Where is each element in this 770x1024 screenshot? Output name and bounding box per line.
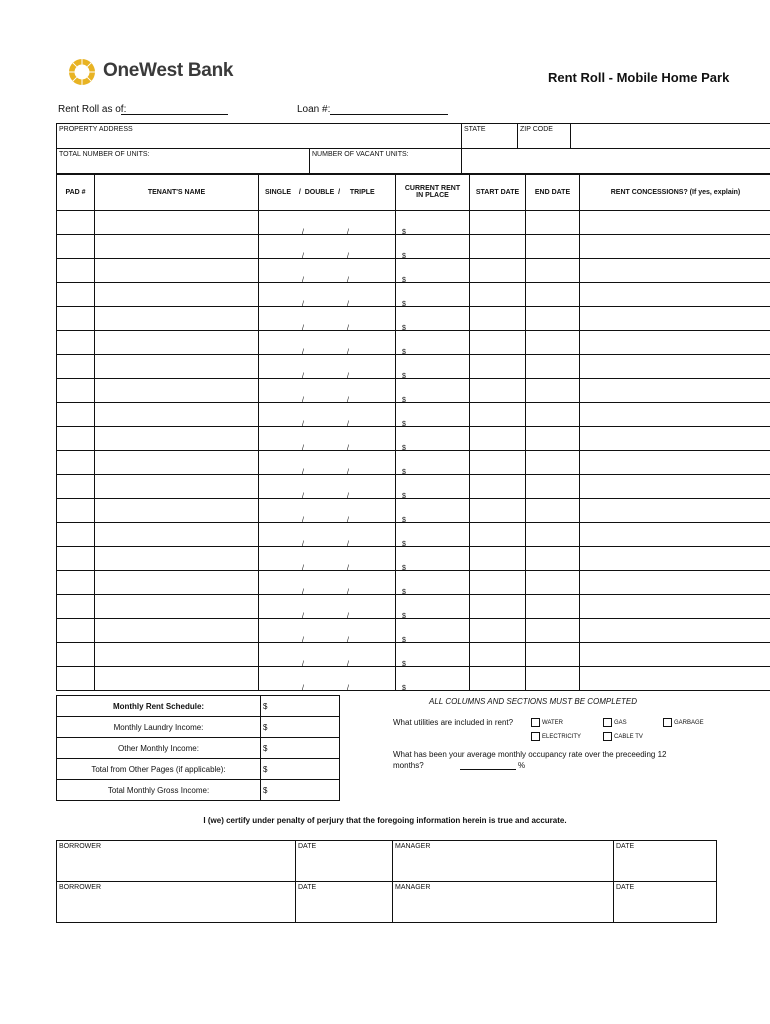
unit-counts-row xyxy=(57,149,462,175)
borrower-date-2[interactable]: DATE xyxy=(296,882,393,923)
concessions-cell[interactable] xyxy=(580,355,770,379)
pad-cell[interactable] xyxy=(57,523,95,547)
cable-tv-label: CABLE TV xyxy=(614,734,643,740)
table-row xyxy=(57,547,770,571)
end-date-cell[interactable] xyxy=(526,211,580,235)
table-row xyxy=(57,211,770,235)
unit-slash-1: / xyxy=(302,661,304,668)
tenant-name-cell[interactable] xyxy=(95,523,259,547)
unit-slash-2: / xyxy=(347,301,349,308)
pad-cell[interactable] xyxy=(57,547,95,571)
unit-slash-2: / xyxy=(347,277,349,284)
unit-slash-1: / xyxy=(302,397,304,404)
start-date-cell[interactable] xyxy=(470,643,526,667)
unit-slash-2: / xyxy=(347,589,349,596)
unit-slash-1: / xyxy=(302,565,304,572)
pad-cell[interactable] xyxy=(57,451,95,475)
water-label: WATER xyxy=(542,720,563,726)
cable-tv-checkbox[interactable] xyxy=(603,732,612,741)
dollar-sign: $ xyxy=(402,277,406,284)
tenant-name-cell[interactable] xyxy=(95,619,259,643)
unit-type-cell[interactable] xyxy=(259,619,396,643)
electricity-checkbox[interactable] xyxy=(531,732,540,741)
table-row xyxy=(57,307,770,331)
table-row xyxy=(57,283,770,307)
table-row xyxy=(57,595,770,619)
dollar-sign: $ xyxy=(402,349,406,356)
end-date-cell[interactable] xyxy=(526,235,580,259)
pad-cell[interactable] xyxy=(57,379,95,403)
start-date-cell[interactable] xyxy=(470,259,526,283)
unit-type-cell[interactable] xyxy=(259,499,396,523)
zip-field[interactable]: ZIP CODE xyxy=(518,124,571,149)
unit-type-cell[interactable] xyxy=(259,475,396,499)
dollar-sign: $ xyxy=(402,469,406,476)
unit-type-cell[interactable] xyxy=(259,331,396,355)
concessions-cell[interactable] xyxy=(580,619,770,643)
tenant-name-cell[interactable] xyxy=(95,259,259,283)
extra-field-2[interactable] xyxy=(462,149,770,175)
unit-slash-2: / xyxy=(347,349,349,356)
end-date-cell[interactable] xyxy=(526,355,580,379)
current-rent-cell[interactable] xyxy=(396,331,470,355)
current-rent-cell[interactable] xyxy=(396,355,470,379)
unit-slash-1: / xyxy=(302,349,304,356)
loan-number-field[interactable] xyxy=(330,114,448,115)
concessions-cell[interactable] xyxy=(580,595,770,619)
table-row xyxy=(57,667,770,691)
start-date-cell[interactable] xyxy=(470,211,526,235)
unit-slash-1: / xyxy=(302,613,304,620)
dollar-sign: $ xyxy=(402,325,406,332)
pad-cell[interactable] xyxy=(57,643,95,667)
concessions-cell[interactable] xyxy=(580,211,770,235)
unit-slash-1: / xyxy=(302,541,304,548)
concessions-cell[interactable] xyxy=(580,259,770,283)
end-date-cell[interactable] xyxy=(526,667,580,691)
unit-slash-1: / xyxy=(302,373,304,380)
manager-signature-1[interactable]: MANAGER xyxy=(393,841,614,882)
current-rent-cell[interactable] xyxy=(396,595,470,619)
completion-notice: ALL COLUMNS AND SECTIONS MUST BE COMPLETED xyxy=(429,697,638,706)
end-date-cell[interactable] xyxy=(526,619,580,643)
end-date-cell[interactable] xyxy=(526,451,580,475)
start-date-cell[interactable] xyxy=(470,619,526,643)
occupancy-question-line2: months? xyxy=(393,761,424,770)
unit-type-cell[interactable] xyxy=(259,259,396,283)
laundry-income-label: Monthly Laundry Income: xyxy=(57,717,261,738)
other-income-label: Other Monthly Income: xyxy=(57,738,261,759)
other-pages-label: Total from Other Pages (if applicable): xyxy=(57,759,261,780)
monthly-rent-amount[interactable]: $ xyxy=(261,696,340,717)
unit-type-cell[interactable] xyxy=(259,571,396,595)
unit-type-cell[interactable] xyxy=(259,451,396,475)
unit-type-cell[interactable] xyxy=(259,595,396,619)
unit-slash-1: / xyxy=(302,589,304,596)
dollar-sign: $ xyxy=(402,445,406,452)
unit-slash-1: / xyxy=(302,229,304,236)
monthly-rent-schedule-label: Monthly Rent Schedule: xyxy=(57,696,261,717)
unit-type-cell[interactable] xyxy=(259,283,396,307)
unit-slash-2: / xyxy=(347,565,349,572)
dollar-sign: $ xyxy=(402,589,406,596)
unit-slash-1: / xyxy=(302,517,304,524)
tenant-name-cell[interactable] xyxy=(95,667,259,691)
table-row xyxy=(57,475,770,499)
current-rent-cell[interactable] xyxy=(396,475,470,499)
table-row xyxy=(57,619,770,643)
vacant-units-field[interactable]: NUMBER OF VACANT UNITS: xyxy=(312,151,409,158)
current-rent-cell[interactable] xyxy=(396,667,470,691)
pad-cell[interactable] xyxy=(57,283,95,307)
table-row xyxy=(57,403,770,427)
tenant-name-cell[interactable] xyxy=(95,547,259,571)
start-date-cell[interactable] xyxy=(470,667,526,691)
unit-slash-2: / xyxy=(347,685,349,692)
end-date-cell[interactable] xyxy=(526,499,580,523)
unit-slash-2: / xyxy=(347,253,349,260)
unit-slash-2: / xyxy=(347,493,349,500)
end-date-cell[interactable] xyxy=(526,475,580,499)
table-row xyxy=(57,571,770,595)
start-date-cell[interactable] xyxy=(470,523,526,547)
unit-slash-2: / xyxy=(347,397,349,404)
pad-cell[interactable] xyxy=(57,259,95,283)
concessions-cell[interactable] xyxy=(580,331,770,355)
end-date-cell[interactable] xyxy=(526,571,580,595)
current-rent-cell[interactable] xyxy=(396,283,470,307)
concessions-cell[interactable] xyxy=(580,667,770,691)
gross-income-label: Total Monthly Gross Income: xyxy=(57,780,261,801)
pad-cell[interactable] xyxy=(57,211,95,235)
tenant-name-cell[interactable] xyxy=(95,307,259,331)
table-row xyxy=(57,331,770,355)
pad-cell[interactable] xyxy=(57,235,95,259)
unit-type-cell[interactable] xyxy=(259,403,396,427)
unit-type-cell[interactable] xyxy=(259,211,396,235)
current-rent-cell[interactable] xyxy=(396,451,470,475)
extra-field-1[interactable] xyxy=(571,124,770,149)
gross-income-amount[interactable]: $ xyxy=(261,780,340,801)
pad-cell[interactable] xyxy=(57,307,95,331)
unit-slash-2: / xyxy=(347,637,349,644)
table-row xyxy=(57,355,770,379)
start-date-cell[interactable] xyxy=(470,547,526,571)
tenant-name-cell[interactable] xyxy=(95,571,259,595)
end-date-cell[interactable] xyxy=(526,427,580,451)
document-title: Rent Roll - Mobile Home Park xyxy=(548,70,730,85)
pad-cell[interactable] xyxy=(57,619,95,643)
end-date-cell[interactable] xyxy=(526,523,580,547)
concessions-header: RENT CONCESSIONS? (If yes, explain) xyxy=(580,174,770,211)
current-rent-cell[interactable] xyxy=(396,379,470,403)
unit-slash-2: / xyxy=(347,517,349,524)
end-date-header: END DATE xyxy=(526,174,580,211)
concessions-cell[interactable] xyxy=(580,235,770,259)
tenant-name-cell[interactable] xyxy=(95,379,259,403)
borrower-signature-2[interactable]: BORROWER xyxy=(57,882,296,923)
table-row xyxy=(57,235,770,259)
concessions-cell[interactable] xyxy=(580,643,770,667)
concessions-cell[interactable] xyxy=(580,379,770,403)
unit-slash-2: / xyxy=(347,229,349,236)
tenant-name-cell[interactable] xyxy=(95,499,259,523)
tenant-name-cell[interactable] xyxy=(95,331,259,355)
dollar-sign: $ xyxy=(402,229,406,236)
signature-table xyxy=(56,840,717,923)
concessions-cell[interactable] xyxy=(580,523,770,547)
dollar-sign: $ xyxy=(402,685,406,692)
unit-slash-2: / xyxy=(347,421,349,428)
unit-type-cell[interactable] xyxy=(259,355,396,379)
unit-slash-2: / xyxy=(347,325,349,332)
concessions-cell[interactable] xyxy=(580,283,770,307)
dollar-sign: $ xyxy=(402,541,406,548)
unit-slash-1: / xyxy=(302,277,304,284)
current-rent-cell[interactable] xyxy=(396,499,470,523)
pad-cell[interactable] xyxy=(57,331,95,355)
tenant-name-cell[interactable] xyxy=(95,643,259,667)
end-date-cell[interactable] xyxy=(526,331,580,355)
percent-sign: % xyxy=(518,761,526,770)
unit-type-cell[interactable] xyxy=(259,379,396,403)
unit-type-cell[interactable] xyxy=(259,427,396,451)
start-date-cell[interactable] xyxy=(470,331,526,355)
rent-roll-as-of-label: Rent Roll as of: xyxy=(58,104,127,115)
tenant-name-cell[interactable] xyxy=(95,283,259,307)
total-units-field[interactable]: TOTAL NUMBER OF UNITS: xyxy=(57,149,310,174)
unit-type-cell[interactable] xyxy=(259,547,396,571)
table-row xyxy=(57,379,770,403)
unit-type-cell[interactable] xyxy=(259,235,396,259)
end-date-cell[interactable] xyxy=(526,307,580,331)
unit-slash-2: / xyxy=(347,541,349,548)
pad-cell[interactable] xyxy=(57,499,95,523)
tenant-name-cell[interactable] xyxy=(95,403,259,427)
start-date-cell[interactable] xyxy=(470,475,526,499)
tenant-name-cell[interactable] xyxy=(95,211,259,235)
concessions-cell[interactable] xyxy=(580,475,770,499)
pad-header: PAD # xyxy=(57,174,95,211)
other-income-amount[interactable]: $ xyxy=(261,738,340,759)
gas-label: GAS xyxy=(614,720,627,726)
pad-cell[interactable] xyxy=(57,667,95,691)
concessions-cell[interactable] xyxy=(580,427,770,451)
borrower-date-1[interactable]: DATE xyxy=(296,841,393,882)
unit-slash-1: / xyxy=(302,685,304,692)
table-row xyxy=(57,643,770,667)
current-rent-cell[interactable] xyxy=(396,571,470,595)
current-rent-cell[interactable] xyxy=(396,259,470,283)
unit-slash-2: / xyxy=(347,373,349,380)
rent-roll-table xyxy=(56,173,770,691)
table-row xyxy=(57,499,770,523)
pad-cell[interactable] xyxy=(57,475,95,499)
unit-slash-1: / xyxy=(302,325,304,332)
manager-signature-2[interactable]: MANAGER xyxy=(393,882,614,923)
unit-slash-1: / xyxy=(302,445,304,452)
concessions-cell[interactable] xyxy=(580,403,770,427)
dollar-sign: $ xyxy=(402,301,406,308)
laundry-income-amount[interactable]: $ xyxy=(261,717,340,738)
table-row xyxy=(57,451,770,475)
end-date-cell[interactable] xyxy=(526,283,580,307)
end-date-cell[interactable] xyxy=(526,547,580,571)
start-date-cell[interactable] xyxy=(470,403,526,427)
current-rent-cell[interactable] xyxy=(396,307,470,331)
manager-date-1[interactable]: DATE xyxy=(614,841,717,882)
dollar-sign: $ xyxy=(402,493,406,500)
unit-type-cell[interactable] xyxy=(259,307,396,331)
current-rent-cell[interactable] xyxy=(396,235,470,259)
pad-cell[interactable] xyxy=(57,595,95,619)
dollar-sign: $ xyxy=(402,421,406,428)
dollar-sign: $ xyxy=(402,637,406,644)
end-date-cell[interactable] xyxy=(526,595,580,619)
tenant-name-header: TENANT'S NAME xyxy=(95,174,259,211)
unit-slash-2: / xyxy=(347,469,349,476)
unit-slash-2: / xyxy=(347,613,349,620)
tenant-name-cell[interactable] xyxy=(95,451,259,475)
state-field[interactable]: STATE xyxy=(462,124,518,149)
start-date-cell[interactable] xyxy=(470,235,526,259)
income-schedule-table xyxy=(56,695,340,801)
tenant-name-cell[interactable] xyxy=(95,355,259,379)
end-date-cell[interactable] xyxy=(526,259,580,283)
current-rent-cell[interactable] xyxy=(396,403,470,427)
property-info-table xyxy=(56,123,770,175)
current-rent-cell[interactable] xyxy=(396,619,470,643)
concessions-cell[interactable] xyxy=(580,499,770,523)
occupancy-rate-field[interactable] xyxy=(460,769,516,770)
start-date-header: START DATE xyxy=(470,174,526,211)
start-date-cell[interactable] xyxy=(470,451,526,475)
manager-date-2[interactable]: DATE xyxy=(614,882,717,923)
start-date-cell[interactable] xyxy=(470,499,526,523)
tenant-name-cell[interactable] xyxy=(95,595,259,619)
other-pages-amount[interactable]: $ xyxy=(261,759,340,780)
dollar-sign: $ xyxy=(402,253,406,260)
pad-cell[interactable] xyxy=(57,427,95,451)
unit-slash-2: / xyxy=(347,661,349,668)
current-rent-cell[interactable] xyxy=(396,427,470,451)
pad-cell[interactable] xyxy=(57,571,95,595)
start-date-cell[interactable] xyxy=(470,379,526,403)
gas-checkbox[interactable] xyxy=(603,718,612,727)
current-rent-cell[interactable] xyxy=(396,211,470,235)
concessions-cell[interactable] xyxy=(580,451,770,475)
unit-slash-1: / xyxy=(302,469,304,476)
onewest-logo-icon xyxy=(67,57,97,87)
pad-cell[interactable] xyxy=(57,355,95,379)
occupancy-question-line1: What has been your average monthly occupancy rate over the preceeding 12 xyxy=(393,750,667,759)
water-checkbox[interactable] xyxy=(531,718,540,727)
borrower-signature-1[interactable]: BORROWER xyxy=(57,841,296,882)
start-date-cell[interactable] xyxy=(470,427,526,451)
property-address-field[interactable]: PROPERTY ADDRESS xyxy=(57,124,462,149)
table-row xyxy=(57,523,770,547)
dollar-sign: $ xyxy=(402,613,406,620)
start-date-cell[interactable] xyxy=(470,571,526,595)
table-row xyxy=(57,259,770,283)
unit-type-header: SINGLE / DOUBLE / TRIPLE xyxy=(259,174,396,211)
brand-name: OneWest Bank xyxy=(103,60,234,81)
unit-type-cell[interactable] xyxy=(259,523,396,547)
unit-slash-1: / xyxy=(302,421,304,428)
concessions-cell[interactable] xyxy=(580,571,770,595)
unit-slash-1: / xyxy=(302,493,304,500)
end-date-cell[interactable] xyxy=(526,403,580,427)
dollar-sign: $ xyxy=(402,565,406,572)
end-date-cell[interactable] xyxy=(526,643,580,667)
unit-slash-1: / xyxy=(302,301,304,308)
dollar-sign: $ xyxy=(402,517,406,524)
unit-slash-2: / xyxy=(347,445,349,452)
garbage-checkbox[interactable] xyxy=(663,718,672,727)
dollar-sign: $ xyxy=(402,661,406,668)
current-rent-cell[interactable] xyxy=(396,643,470,667)
electricity-label: ELECTRICITY xyxy=(542,734,582,740)
tenant-name-cell[interactable] xyxy=(95,235,259,259)
dollar-sign: $ xyxy=(402,397,406,404)
current-rent-header: CURRENT RENT IN PLACE xyxy=(396,174,470,211)
rent-roll-as-of-field[interactable] xyxy=(121,114,228,115)
current-rent-cell[interactable] xyxy=(396,523,470,547)
pad-cell[interactable] xyxy=(57,403,95,427)
unit-slash-1: / xyxy=(302,637,304,644)
current-rent-cell[interactable] xyxy=(396,547,470,571)
tenant-name-cell[interactable] xyxy=(95,475,259,499)
dollar-sign: $ xyxy=(402,373,406,380)
utilities-question: What utilities are included in rent? xyxy=(393,718,514,727)
table-row xyxy=(57,427,770,451)
unit-slash-1: / xyxy=(302,253,304,260)
start-date-cell[interactable] xyxy=(470,307,526,331)
garbage-label: GARBAGE xyxy=(674,720,704,726)
tenant-name-cell[interactable] xyxy=(95,427,259,451)
start-date-cell[interactable] xyxy=(470,355,526,379)
end-date-cell[interactable] xyxy=(526,379,580,403)
unit-type-cell[interactable] xyxy=(259,667,396,691)
start-date-cell[interactable] xyxy=(470,283,526,307)
concessions-cell[interactable] xyxy=(580,307,770,331)
certification-statement: I (we) certify under penalty of perjury that the foregoing information herein is true and accurate. xyxy=(203,816,567,825)
loan-number-label: Loan #: xyxy=(297,104,331,115)
unit-type-cell[interactable] xyxy=(259,643,396,667)
start-date-cell[interactable] xyxy=(470,595,526,619)
concessions-cell[interactable] xyxy=(580,547,770,571)
